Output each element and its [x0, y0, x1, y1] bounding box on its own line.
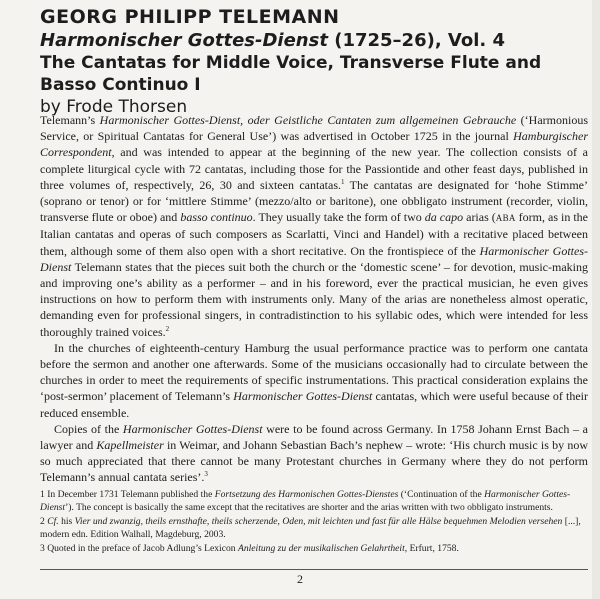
work-title [40, 29, 588, 52]
text-run: Copies of the [54, 421, 123, 436]
footnotes [40, 488, 588, 556]
author-line: by Frode Thorsen [40, 97, 188, 117]
text-run-italic: Anleitung zu der musikalischen Gelahrtheit [237, 543, 405, 554]
text-run: . They usually take the form of two [252, 210, 425, 225]
page-edge-shadow [592, 0, 600, 599]
text-run: Telemann’s [40, 113, 100, 127]
text-run: (‘Harmonious Service, or Spiritual Cantatas for General Use’) was advertised in October 1725 in the journal [40, 113, 588, 144]
text-run-italic: Kapellmeister [96, 438, 164, 453]
text-run-italic: Harmonischer Gottes-Dienst [233, 389, 373, 404]
text-run-italic: Cf. [47, 516, 59, 527]
text-run-italic: Harmonischer Gottes-Dienst [40, 243, 588, 274]
text-run: 3 Quoted in the preface of Jacob Adlung’s Lexicon [40, 543, 238, 554]
text-run-italic: basso continuo [180, 210, 253, 225]
work-subtitle: The Cantatas for Middle Voice, Transverse Flute and Basso Continuo I [40, 53, 542, 95]
footnote-ref-3: 3 [204, 470, 208, 479]
text-run: his [58, 516, 75, 527]
page-number: 2 [297, 572, 303, 586]
text-run-italic: Vier und zwanzig, theils ernsthafte, theils scherzende, Oden, mit leichten und fast für alle Hälse bequehmen Melodien versehen [74, 516, 563, 527]
text-run: 2 [40, 516, 48, 527]
text-run: 1 In December 1731 Telemann published the [40, 489, 215, 500]
text-run: , Erfurt, 1758. [404, 543, 459, 554]
text-run-italic: Harmonischer Gottes-Dienst [122, 421, 263, 436]
work-title-rest: (1725–26), Vol. 4 [327, 30, 506, 51]
text-run: The cantatas are designated for ‘hohe Stimme’ (soprano or tenor) or for ‘mittlere Stimme’ (mezzo/alto or baritone), one obbligato instrument (recorder, violin, transverse flute or oboe) and [40, 177, 588, 225]
text-run: in Weimar, and Johann Sebastian Bach’s nephew – wrote: ‘His church music is by now so much appreciated that there cannot be many Protestant churches in Germany where they do not perform Telemann’s annual cantata series’. [40, 438, 588, 485]
text-run: (‘Continuation of the [398, 489, 485, 500]
text-run: , and was intended to appear at the beginning of the new year. The collection consists of a complete liturgical cycle with 72 cantatas, including those for the Passiontide and other feast days, published in three volumes of, respectively, 26, 30 and sixteen cantatas. [40, 145, 588, 192]
footnote-2 [40, 515, 588, 541]
text-run: were to be found across Germany. In 1758 Johann Ernst Bach – a lawyer and [40, 421, 588, 453]
work-title-italic: Harmonischer Gottes-Dienst [40, 30, 328, 51]
text-run-italic: Hamburgischer Correspondent [40, 129, 588, 160]
folio-rule [40, 569, 588, 570]
text-run-italic: Harmonischer Gottes-Dienst [40, 489, 571, 513]
text-run-italic: Harmonischer Gottes-Dienst, oder Geistliche Cantaten zum allgemeinen Gebrauche [99, 113, 517, 127]
text-run: ’). The concept is basically the same except that the recitatives are shorter and the arias written with two obbligato instruments. [65, 502, 553, 513]
footnote-ref-1: 1 [341, 177, 345, 186]
text-run: cantatas, which were useful because of their reduced ensemble. [40, 389, 588, 420]
paragraph-1 [40, 112, 588, 340]
header [40, 6, 588, 118]
text-run-italic: da capo [424, 210, 464, 225]
text-run-italic: Fortsetzung des Harmonischen Gottes-Dienstes [214, 489, 399, 500]
text-run: In the churches of eighteenth-century Hamburg the usual performance practice was to perform one cantata before the sermon and another one afterwards. Some of the musicians occasionally had to circulate between the churches in order to meet the requirements of specific instrumentations. This practical consideration explains the ‘post-sermon’ placement of Telemann’s [40, 340, 588, 404]
footnote-1 [40, 488, 588, 514]
text-run: [...], modern edn. Edition Walhall, Magdeburg, 2003. [40, 516, 581, 540]
paragraph-2 [40, 340, 588, 421]
small-caps-run: ABA [495, 213, 516, 224]
text-run: Telemann states that the pieces suit both the church or the ‘domestic scene’ – for devotion, music-making and improving one’s ability as a performer – and in his foreword, ever the practical musician, he even gives instructions on how to perform them with instruments only. Many of the arias are nonetheless almost operatic, demanding even for professional singers, in contradistinction to his syllabic odes, which were intended for less thoroughly trained voices. [40, 259, 588, 339]
paragraph-3 [40, 421, 588, 486]
composer-heading: GEORG PHILIPP TELEMANN [40, 6, 340, 28]
text-run: arias ( [463, 210, 496, 225]
footnote-3 [40, 542, 588, 555]
text-run: form, as in the Italian cantatas and operas of such composers as Scarlatti, Vinci and Handel) with a recitative placed between them, although some of them also open with a short recitative. On the frontispiece of the [40, 210, 589, 258]
essay-body [40, 112, 588, 486]
footnote-ref-2: 2 [165, 324, 170, 333]
